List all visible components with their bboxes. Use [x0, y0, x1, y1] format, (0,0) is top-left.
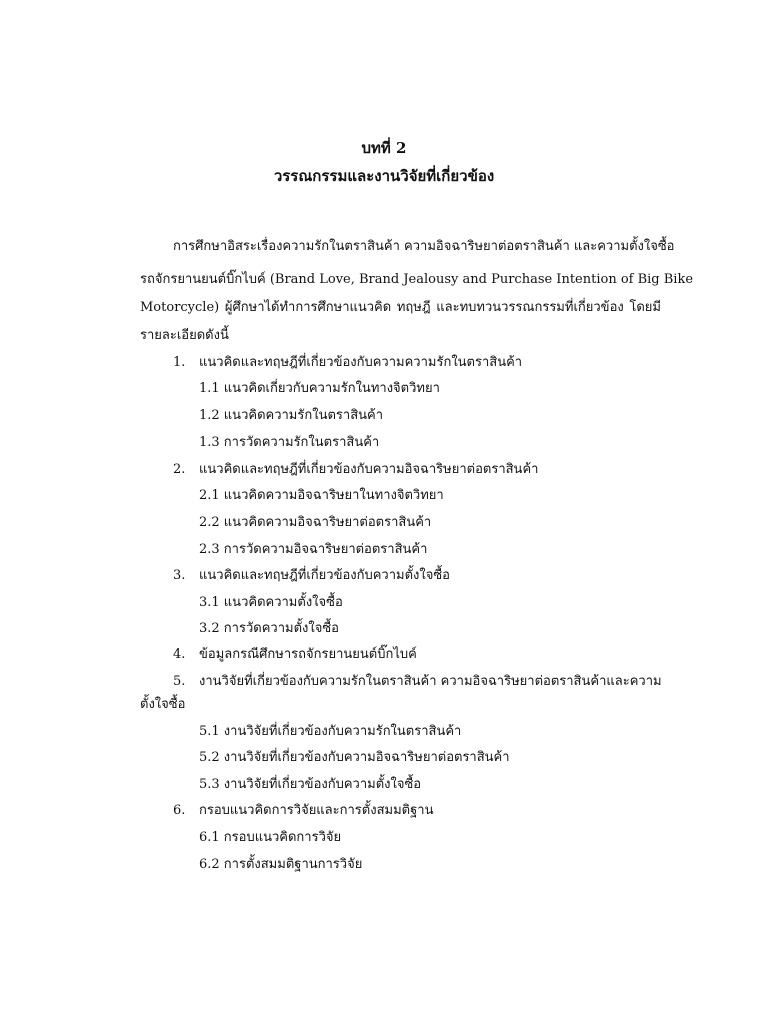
intro-line-4: รายละเอียดดังนี้ — [140, 328, 229, 343]
outline-number: 5. — [173, 674, 186, 689]
outline-number: 4. — [173, 647, 186, 662]
outline-item-2-3: 2.3 การวัดความอิจฉาริษยาต่อตราสินค้า — [199, 542, 428, 557]
outline-item-1-1: 1.1 แนวคิดเกี่ยวกับความรักในทางจิตวิทยา — [199, 381, 440, 396]
chapter-title: วรรณกรรมและงานวิจัยที่เกี่ยวข้อง — [273, 167, 495, 185]
outline-text: แนวคิดและทฤษฎีที่เกี่ยวข้องกับความอิจฉาริษยาต่อตราสินค้า — [199, 462, 539, 477]
intro-line-3: Motorcycle) ผู้ศึกษาได้ทำการศึกษาแนวคิด ทฤษฎี และทบทวนวรรณกรรมที่เกี่ยวข้อง โดยมี — [140, 300, 661, 315]
outline-item-2-2: 2.2 แนวคิดความอิจฉาริษยาต่อตราสินค้า — [199, 515, 432, 530]
outline-number: 1. — [173, 355, 186, 370]
outline-item-4 — [173, 646, 417, 664]
outline-text: กรอบแนวคิดการวิจัยและการตั้งสมมติฐาน — [199, 803, 434, 818]
outline-item-5-1: 5.1 งานวิจัยที่เกี่ยวข้องกับความรักในตราสินค้า — [199, 724, 462, 739]
outline-item-6 — [173, 802, 433, 820]
outline-item-2-1: 2.1 แนวคิดความอิจฉาริษยาในทางจิตวิทยา — [199, 488, 444, 503]
outline-item-3 — [173, 567, 450, 585]
outline-number: 2. — [173, 462, 186, 477]
outline-item-6-1: 6.1 กรอบแนวคิดการวิจัย — [199, 830, 342, 845]
outline-text: แนวคิดและทฤษฎีที่เกี่ยวข้องกับความความรักในตราสินค้า — [199, 355, 523, 370]
intro-line-1: การศึกษาอิสระเรื่องความรักในตราสินค้า ความอิจฉาริษยาต่อตราสินค้า และความตั้งใจซื้อ — [173, 239, 675, 254]
outline-item-1-2: 1.2 แนวคิดความรักในตราสินค้า — [199, 408, 384, 423]
outline-item-1 — [173, 354, 522, 372]
outline-text: ข้อมูลกรณีศึกษารถจักรยานยนต์บิ๊กไบค์ — [199, 647, 417, 662]
outline-item-6-2: 6.2 การตั้งสมมติฐานการวิจัย — [199, 857, 363, 872]
chapter-number: บทที่ 2 — [361, 139, 407, 157]
outline-item-5-2: 5.2 งานวิจัยที่เกี่ยวข้องกับความอิจฉาริษยาต่อตราสินค้า — [199, 750, 510, 765]
outline-item-3-1: 3.1 แนวคิดความตั้งใจซื้อ — [199, 595, 343, 610]
outline-text: งานวิจัยที่เกี่ยวข้องกับความรักในตราสินค้า ความอิจฉาริษยาต่อตราสินค้าและความ — [199, 674, 662, 689]
outline-item-1-3: 1.3 การวัดความรักในตราสินค้า — [199, 435, 380, 450]
outline-text: แนวคิดและทฤษฎีที่เกี่ยวข้องกับความตั้งใจซื้อ — [199, 568, 450, 583]
outline-item-5-3: 5.3 งานวิจัยที่เกี่ยวข้องกับความตั้งใจซื้อ — [199, 777, 422, 792]
outline-number: 3. — [173, 568, 186, 583]
intro-line-2: รถจักรยานยนต์บิ๊กไบค์ (Brand Love, Brand Jealousy and Purchase Intention of Big Bike — [140, 272, 694, 287]
outline-item-5-continuation: ตั้งใจซื้อ — [140, 697, 186, 712]
outline-number: 6. — [173, 803, 186, 818]
outline-item-5 — [173, 673, 661, 691]
outline-item-3-2: 3.2 การวัดความตั้งใจซื้อ — [199, 621, 339, 636]
outline-item-2 — [173, 461, 538, 479]
